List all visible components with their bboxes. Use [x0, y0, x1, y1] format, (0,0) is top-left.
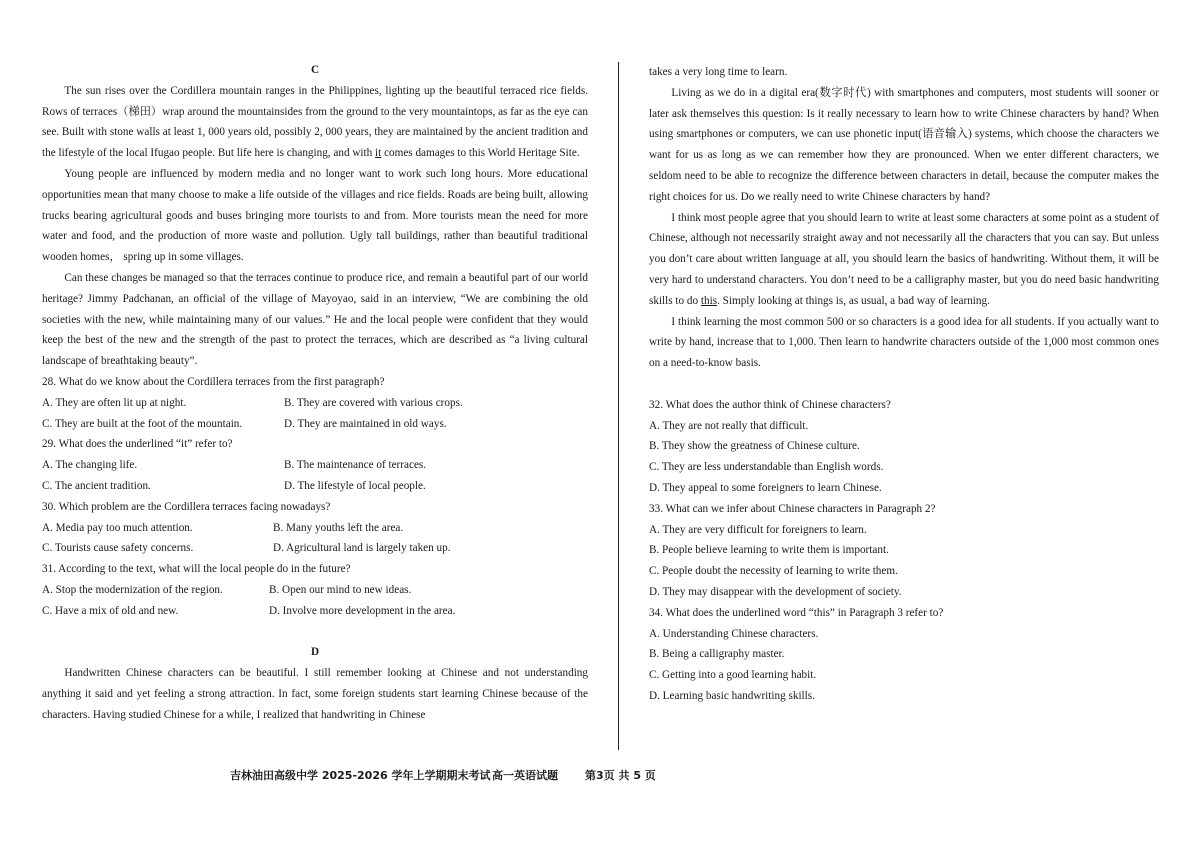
question-stem: 28. What do we know about the Cordillera terraces from the first paragraph?	[42, 375, 385, 388]
option-d: D. They may disappear with the development of society.	[649, 585, 902, 598]
option-c: C. Getting into a good learning habit.	[649, 669, 817, 682]
question-34	[649, 603, 1159, 707]
option-c: C. They are built at the foot of the mountain.	[42, 417, 243, 430]
section-d-title: D	[310, 646, 320, 659]
question-stem: 33. What can we infer about Chinese characters in Paragraph 2?	[649, 502, 936, 515]
section-d-paragraph-3: I think most people agree that you should learn to write at least some characters at some point as a student of Chinese, although not necessarily straight away and not necessarily all the characters that you can say. But unless you don’t care about written language at all, you should learn the basics of handwriting. Without them, it will be very hard to understand characters. You don’t need to be a calligraphy master, but you do need basic handwriting skills to do this. Simply looking at things is, as usual, a bad way of learning.	[649, 211, 1159, 307]
section-c-paragraph-2: Young people are influenced by modern media and no longer want to work such long hours. More educational opportunities mean that many choose to make a life outside of the villages and rice fields. Roads are being built, allowing trucks bearing agricultural goods and buses bringing more tourists to and from. More tourists mean the need for more water and food, and the production of more waste and pollution. Ugly tall buildings, rather than beautiful traditional wooden homes， spring up in some villages.	[42, 167, 588, 264]
section-d-paragraph-2: Living as we do in a digital era(数字时代) with smartphones and computers, most students will sooner or later ask themselves this question: Is it really necessary to learn how to write Chinese characters by hand? When using smartphones or computers, we can use phonetic input(语音输入) systems, which choose the characters we want for us as long as we can remember how they are pronounced. When we enter different characters, we seldom need to be able to recognize the difference between characters in detail, because the computer makes the right choices for us. Do we really need to write Chinese characters by hand?	[649, 86, 1159, 203]
left-column	[42, 60, 588, 726]
right-column	[649, 62, 1159, 707]
option-b: B. They are covered with various crops.	[284, 396, 463, 409]
option-b: B. They show the greatness of Chinese culture.	[649, 440, 860, 453]
question-stem: 34. What does the underlined word “this” in Paragraph 3 refer to?	[649, 606, 944, 619]
question-33	[649, 499, 1159, 603]
question-29	[42, 434, 588, 496]
option-b: B. People believe learning to write them is important.	[649, 544, 889, 557]
question-28	[42, 372, 588, 434]
option-a: A. They are often lit up at night.	[42, 396, 187, 409]
option-b: B. The maintenance of terraces.	[284, 459, 427, 472]
option-a: A. They are very difficult for foreigners to learn.	[649, 523, 867, 536]
option-d: D. They are maintained in old ways.	[284, 417, 447, 430]
question-32	[649, 395, 1159, 499]
footer-school: 吉林油田高级中学 2025-2026 学年上学期期末考试	[230, 769, 491, 782]
question-stem: 30. Which problem are the Cordillera terraces facing nowadays?	[42, 500, 331, 513]
option-b: B. Being a calligraphy master.	[649, 648, 785, 661]
option-a: A. Stop the modernization of the region.	[42, 583, 223, 596]
option-a: A. The changing life.	[42, 459, 138, 472]
section-d-paragraph-4: I think learning the most common 500 or so characters is a good idea for all students. If you actually want to write by hand, increase that to 1,000. Then learn to handwrite characters outside of the 1,000 most common ones on a need-to-know basis.	[649, 315, 1159, 370]
footer-page-number: 第3页 共 5 页	[585, 769, 656, 782]
option-d: D. Learning basic handwriting skills.	[649, 689, 815, 702]
option-d: D. They appeal to some foreigners to learn Chinese.	[649, 481, 882, 494]
spacer	[42, 622, 588, 643]
question-stem: 29. What does the underlined “it” refer to?	[42, 438, 233, 451]
section-d-paragraph-1: Handwritten Chinese characters can be beautiful. I still remember looking at Chinese and not understanding anything it said and yet feeling a strong attraction. In fact, some foreign students start learning Chinese because of the characters. Having studied Chinese for a while, I realized that handwriting in Chinese	[42, 667, 588, 721]
option-a: A. Media pay too much attention.	[42, 521, 193, 534]
option-c: C. People doubt the necessity of learning to write them.	[649, 565, 898, 578]
underlined-it: it	[375, 147, 382, 160]
footer-subject: 高一英语试题	[492, 769, 558, 782]
option-a: A. Understanding Chinese characters.	[649, 627, 819, 640]
question-stem: 32. What does the author think of Chinese characters?	[649, 398, 891, 411]
underlined-this: this	[700, 294, 718, 307]
question-30	[42, 497, 588, 559]
option-d: D. Agricultural land is largely taken up.	[273, 542, 451, 555]
option-c: C. Tourists cause safety concerns.	[42, 542, 194, 555]
option-d: D. Involve more development in the area.	[269, 604, 456, 617]
section-c-title: C	[310, 64, 320, 76]
section-c-paragraph-3: Can these changes be managed so that the terraces continue to produce rice, and remain a beautiful part of our world heritage? Jimmy Padchanan, an official of the village of Mayoyao, said in an interview, “We are combining the old societies with the new, while maintaining many of our values.” He and the local people were confident that they would keep the best of the new and the strength of the past to protect the terraces, which are described as “a living cultural landscape of breathtaking beauty”.	[42, 271, 588, 368]
option-b: B. Open our mind to new ideas.	[269, 583, 412, 596]
option-c: C. They are less understandable than English words.	[649, 461, 884, 474]
option-d: D. The lifestyle of local people.	[284, 479, 426, 492]
question-stem: 31. According to the text, what will the local people do in the future?	[42, 563, 351, 576]
option-c: C. The ancient tradition.	[42, 479, 151, 492]
option-c: C. Have a mix of old and new.	[42, 604, 179, 617]
option-b: B. Many youths left the area.	[273, 521, 404, 534]
section-d-paragraph-1-continued: takes a very long time to learn.	[649, 66, 788, 78]
spacer	[649, 374, 1159, 395]
column-divider	[618, 62, 619, 750]
option-a: A. They are not really that difficult.	[649, 419, 809, 432]
section-c-paragraph-1: The sun rises over the Cordillera mountain ranges in the Philippines, lighting up the beautiful terraced rice fields. Rows of terraces（梯田）wrap around the mountainsides from the ground to the very mountaintops, as far as the eye can see. Built with stone walls at least 1, 000 years old, possibly 2, 000 years, they are maintained by the ancient tradition and the lifestyle of the local Ifugao people. But life here is changing, and with it comes damages to this World Heritage Site.	[42, 84, 588, 160]
question-31	[42, 559, 588, 621]
